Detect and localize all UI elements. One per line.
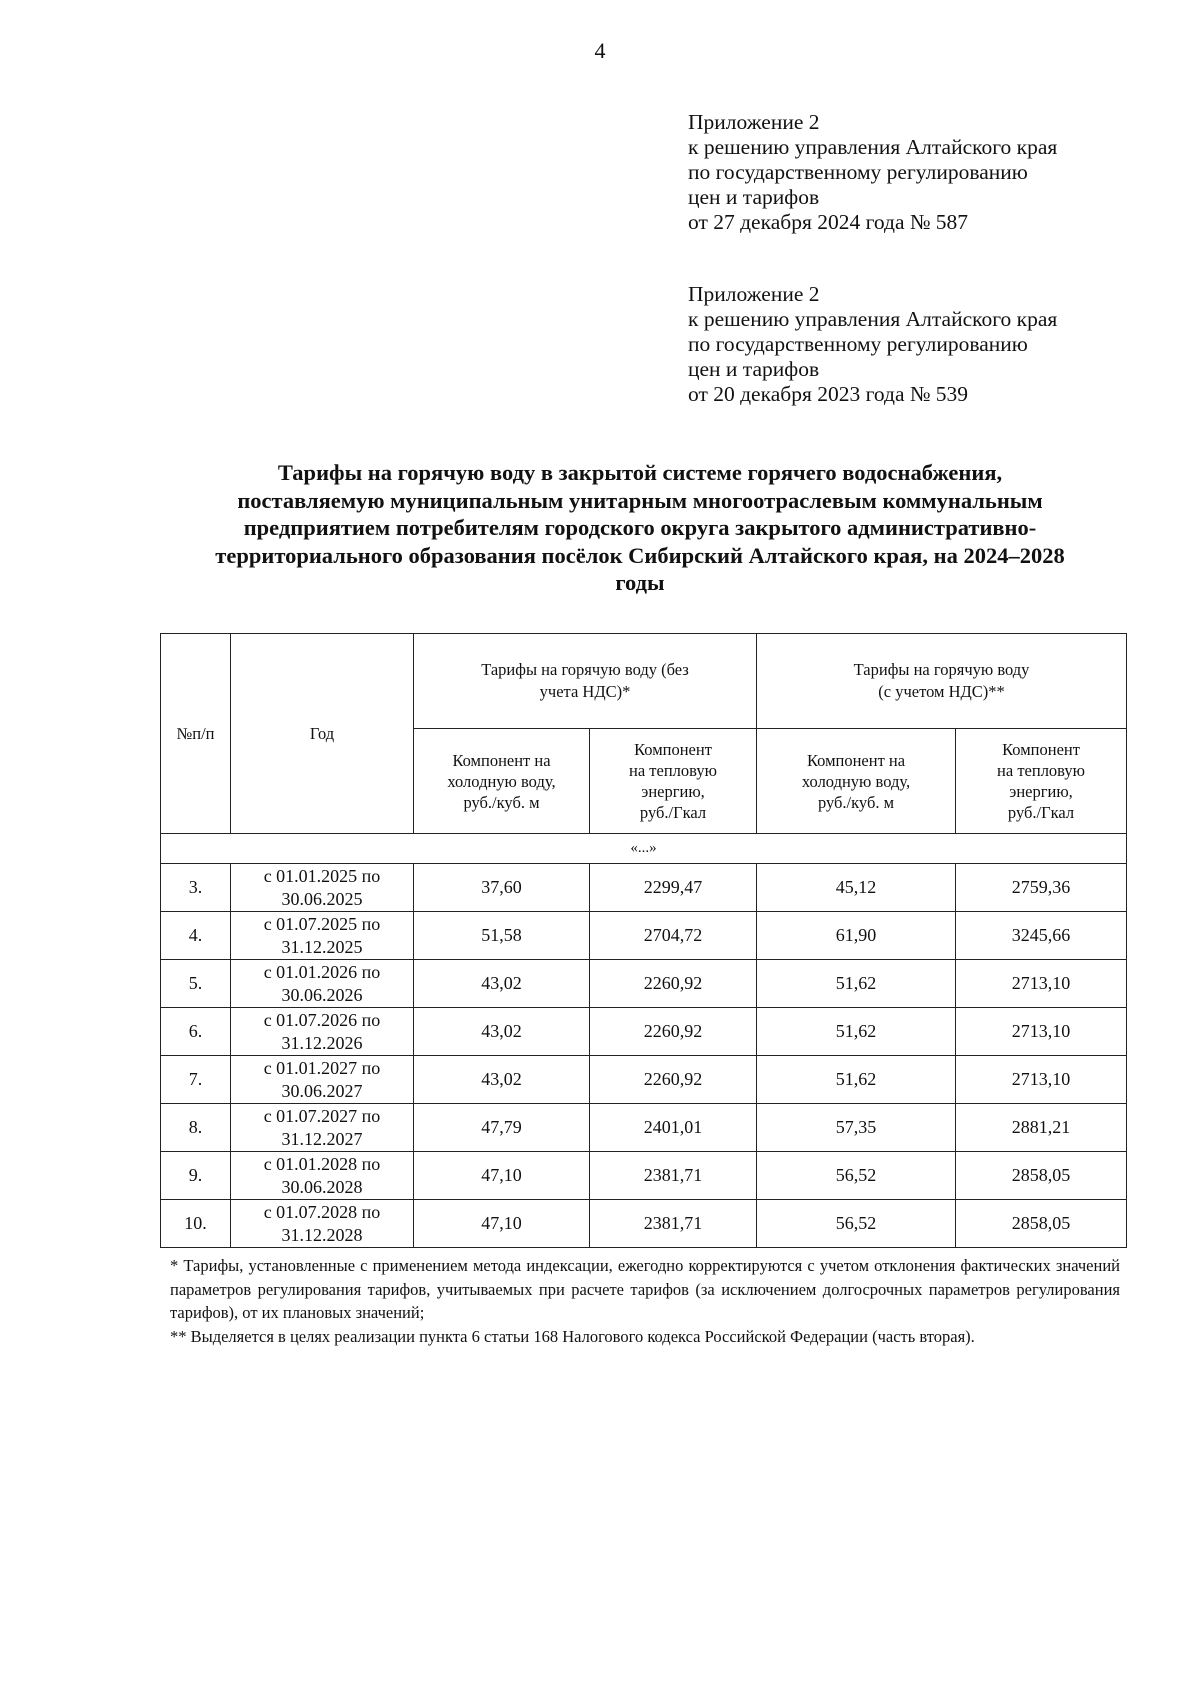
header-cold-no-vat	[414, 729, 590, 834]
appendix-current	[688, 110, 1057, 235]
appendix-line: цен и тарифов	[688, 357, 820, 381]
table-row	[161, 864, 1127, 912]
cold-no-vat: 47,10	[414, 1152, 590, 1200]
header-line: энергию,	[1009, 782, 1073, 801]
heat-with-vat: 2858,05	[956, 1152, 1127, 1200]
appendix-line: по государственному регулированию	[688, 160, 1028, 184]
period-start: с 01.07.2026 по	[263, 1009, 381, 1030]
title-line: поставляемую муниципальным унитарным многоотраслевым коммунальным	[237, 487, 1043, 513]
header-line: холодную воду,	[801, 771, 911, 791]
header-line: руб./куб. м	[817, 792, 895, 812]
header-cold-with-vat	[757, 729, 956, 834]
header-line: энергию,	[641, 782, 705, 801]
cold-no-vat: 43,02	[414, 1008, 590, 1056]
header-line: руб./Гкал	[639, 803, 707, 822]
heat-with-vat: 2881,21	[956, 1104, 1127, 1152]
cold-with-vat: 51,62	[757, 1056, 956, 1104]
heat-with-vat: 2713,10	[956, 1056, 1127, 1104]
footnote-vat: ** Выделяется в целях реализации пункта 6 статьи 168 Налогового кодекса Российской Федерации (часть вторая).	[170, 1326, 975, 1346]
cold-no-vat: 51,58	[414, 912, 590, 960]
header-line: учета НДС)*	[539, 682, 631, 701]
period-start: с 01.01.2025 по	[263, 865, 381, 886]
cold-with-vat: 51,62	[757, 960, 956, 1008]
period-end: 30.06.2025	[281, 888, 363, 909]
heat-no-vat: 2704,72	[590, 912, 757, 960]
period-end: 31.12.2026	[281, 1032, 363, 1053]
row-number: 4.	[161, 912, 231, 960]
header-group-no-vat	[414, 634, 757, 729]
period-end: 31.12.2028	[281, 1224, 363, 1245]
header-line: Тарифы на горячую воду	[853, 660, 1030, 679]
appendix-line: цен и тарифов	[688, 185, 820, 209]
table-row	[161, 912, 1127, 960]
period-end: 30.06.2026	[281, 984, 363, 1005]
cold-no-vat: 47,10	[414, 1200, 590, 1248]
title-line: Тарифы на горячую воду в закрытой системе горячего водоснабжения,	[277, 460, 1003, 485]
footnote-no-vat: * Тарифы, установленные с применением метода индексации, ежегодно корректируются с учетом отклонения фактических значений параметров регулирования тарифов, учитываемых при расчете тарифов (за исключением долгосрочных параметров регулирования тарифов), от их плановых значений;	[170, 1256, 1120, 1322]
appendix-line: от 27 декабря 2024 года № 587	[688, 210, 968, 234]
heat-no-vat: 2401,01	[590, 1104, 757, 1152]
cold-with-vat: 61,90	[757, 912, 956, 960]
period-start: с 01.07.2025 по	[263, 913, 381, 934]
heat-with-vat: 3245,66	[956, 912, 1127, 960]
cold-with-vat: 56,52	[757, 1200, 956, 1248]
header-line: на тепловую	[629, 761, 717, 780]
omitted-rows-marker: «...»	[161, 834, 1127, 864]
period-start: с 01.01.2027 по	[263, 1057, 381, 1078]
row-number: 5.	[161, 960, 231, 1008]
row-period	[231, 1008, 414, 1056]
heat-no-vat: 2381,71	[590, 1200, 757, 1248]
title-line: территориального образования посёлок Сибирский Алтайского края, на 2024–2028	[215, 542, 1065, 568]
cold-no-vat: 37,60	[414, 864, 590, 912]
table-row	[161, 1056, 1127, 1104]
table-row	[161, 960, 1127, 1008]
appendix-previous	[688, 282, 1057, 407]
heat-no-vat: 2260,92	[590, 960, 757, 1008]
appendix-line: к решению управления Алтайского края	[688, 307, 1058, 331]
row-number: 10.	[161, 1200, 231, 1248]
period-start: с 01.01.2026 по	[263, 961, 381, 982]
header-number: №п/п	[161, 634, 231, 834]
period-end: 30.06.2027	[281, 1080, 363, 1101]
row-period	[231, 864, 414, 912]
cold-no-vat: 47,79	[414, 1104, 590, 1152]
row-period	[231, 1104, 414, 1152]
row-number: 7.	[161, 1056, 231, 1104]
cold-no-vat: 43,02	[414, 960, 590, 1008]
row-number: 8.	[161, 1104, 231, 1152]
period-start: с 01.01.2028 по	[263, 1153, 381, 1174]
appendix-line: Приложение 2	[688, 110, 820, 134]
document-title	[150, 459, 1130, 597]
table-row	[161, 1200, 1127, 1248]
header-line: руб./Гкал	[1007, 803, 1075, 822]
heat-no-vat: 2260,92	[590, 1008, 757, 1056]
period-end: 31.12.2025	[281, 936, 363, 957]
heat-no-vat: 2299,47	[590, 864, 757, 912]
row-number: 3.	[161, 864, 231, 912]
cold-no-vat: 43,02	[414, 1056, 590, 1104]
header-year: Год	[231, 634, 414, 834]
row-number: 6.	[161, 1008, 231, 1056]
title-line: предприятием потребителям городского округа закрытого административно-	[243, 515, 1037, 540]
heat-no-vat: 2381,71	[590, 1152, 757, 1200]
period-start: с 01.07.2028 по	[263, 1201, 381, 1222]
heat-with-vat: 2759,36	[956, 864, 1127, 912]
header-heat-with-vat	[956, 729, 1127, 834]
row-period	[231, 912, 414, 960]
cold-with-vat: 45,12	[757, 864, 956, 912]
heat-with-vat: 2713,10	[956, 960, 1127, 1008]
period-end: 30.06.2028	[281, 1176, 363, 1197]
header-line: Компонент на	[806, 750, 906, 770]
header-heat-no-vat	[590, 729, 757, 834]
footnotes	[170, 1254, 1120, 1348]
heat-with-vat: 2713,10	[956, 1008, 1127, 1056]
row-period	[231, 1056, 414, 1104]
row-period	[231, 1200, 414, 1248]
heat-with-vat: 2858,05	[956, 1200, 1127, 1248]
cold-with-vat: 51,62	[757, 1008, 956, 1056]
header-line: (с учетом НДС)**	[878, 682, 1005, 701]
header-line: Компонент на	[452, 750, 551, 770]
header-line: холодную воду,	[447, 771, 556, 791]
table-row	[161, 1104, 1127, 1152]
header-line: руб./куб. м	[463, 792, 540, 812]
cold-with-vat: 57,35	[757, 1104, 956, 1152]
header-line: на тепловую	[997, 761, 1085, 780]
table-row	[161, 1152, 1127, 1200]
table-row	[161, 1008, 1127, 1056]
row-period	[231, 1152, 414, 1200]
title-line: годы	[615, 570, 665, 595]
row-period	[231, 960, 414, 1008]
appendix-line: от 20 декабря 2023 года № 539	[688, 382, 968, 406]
row-number: 9.	[161, 1152, 231, 1200]
tariff-table	[160, 633, 1127, 1248]
period-start: с 01.07.2027 по	[263, 1105, 381, 1126]
appendix-line: по государственному регулированию	[688, 332, 1028, 356]
header-line: Компонент	[1002, 740, 1080, 759]
header-group-with-vat	[757, 634, 1127, 729]
cold-with-vat: 56,52	[757, 1152, 956, 1200]
appendix-line: Приложение 2	[688, 282, 820, 306]
appendix-line: к решению управления Алтайского края	[688, 135, 1058, 159]
period-end: 31.12.2027	[281, 1128, 363, 1149]
page-number: 4	[594, 38, 606, 63]
heat-no-vat: 2260,92	[590, 1056, 757, 1104]
header-line: Компонент	[634, 740, 712, 759]
header-line: Тарифы на горячую воду (без	[481, 660, 689, 679]
